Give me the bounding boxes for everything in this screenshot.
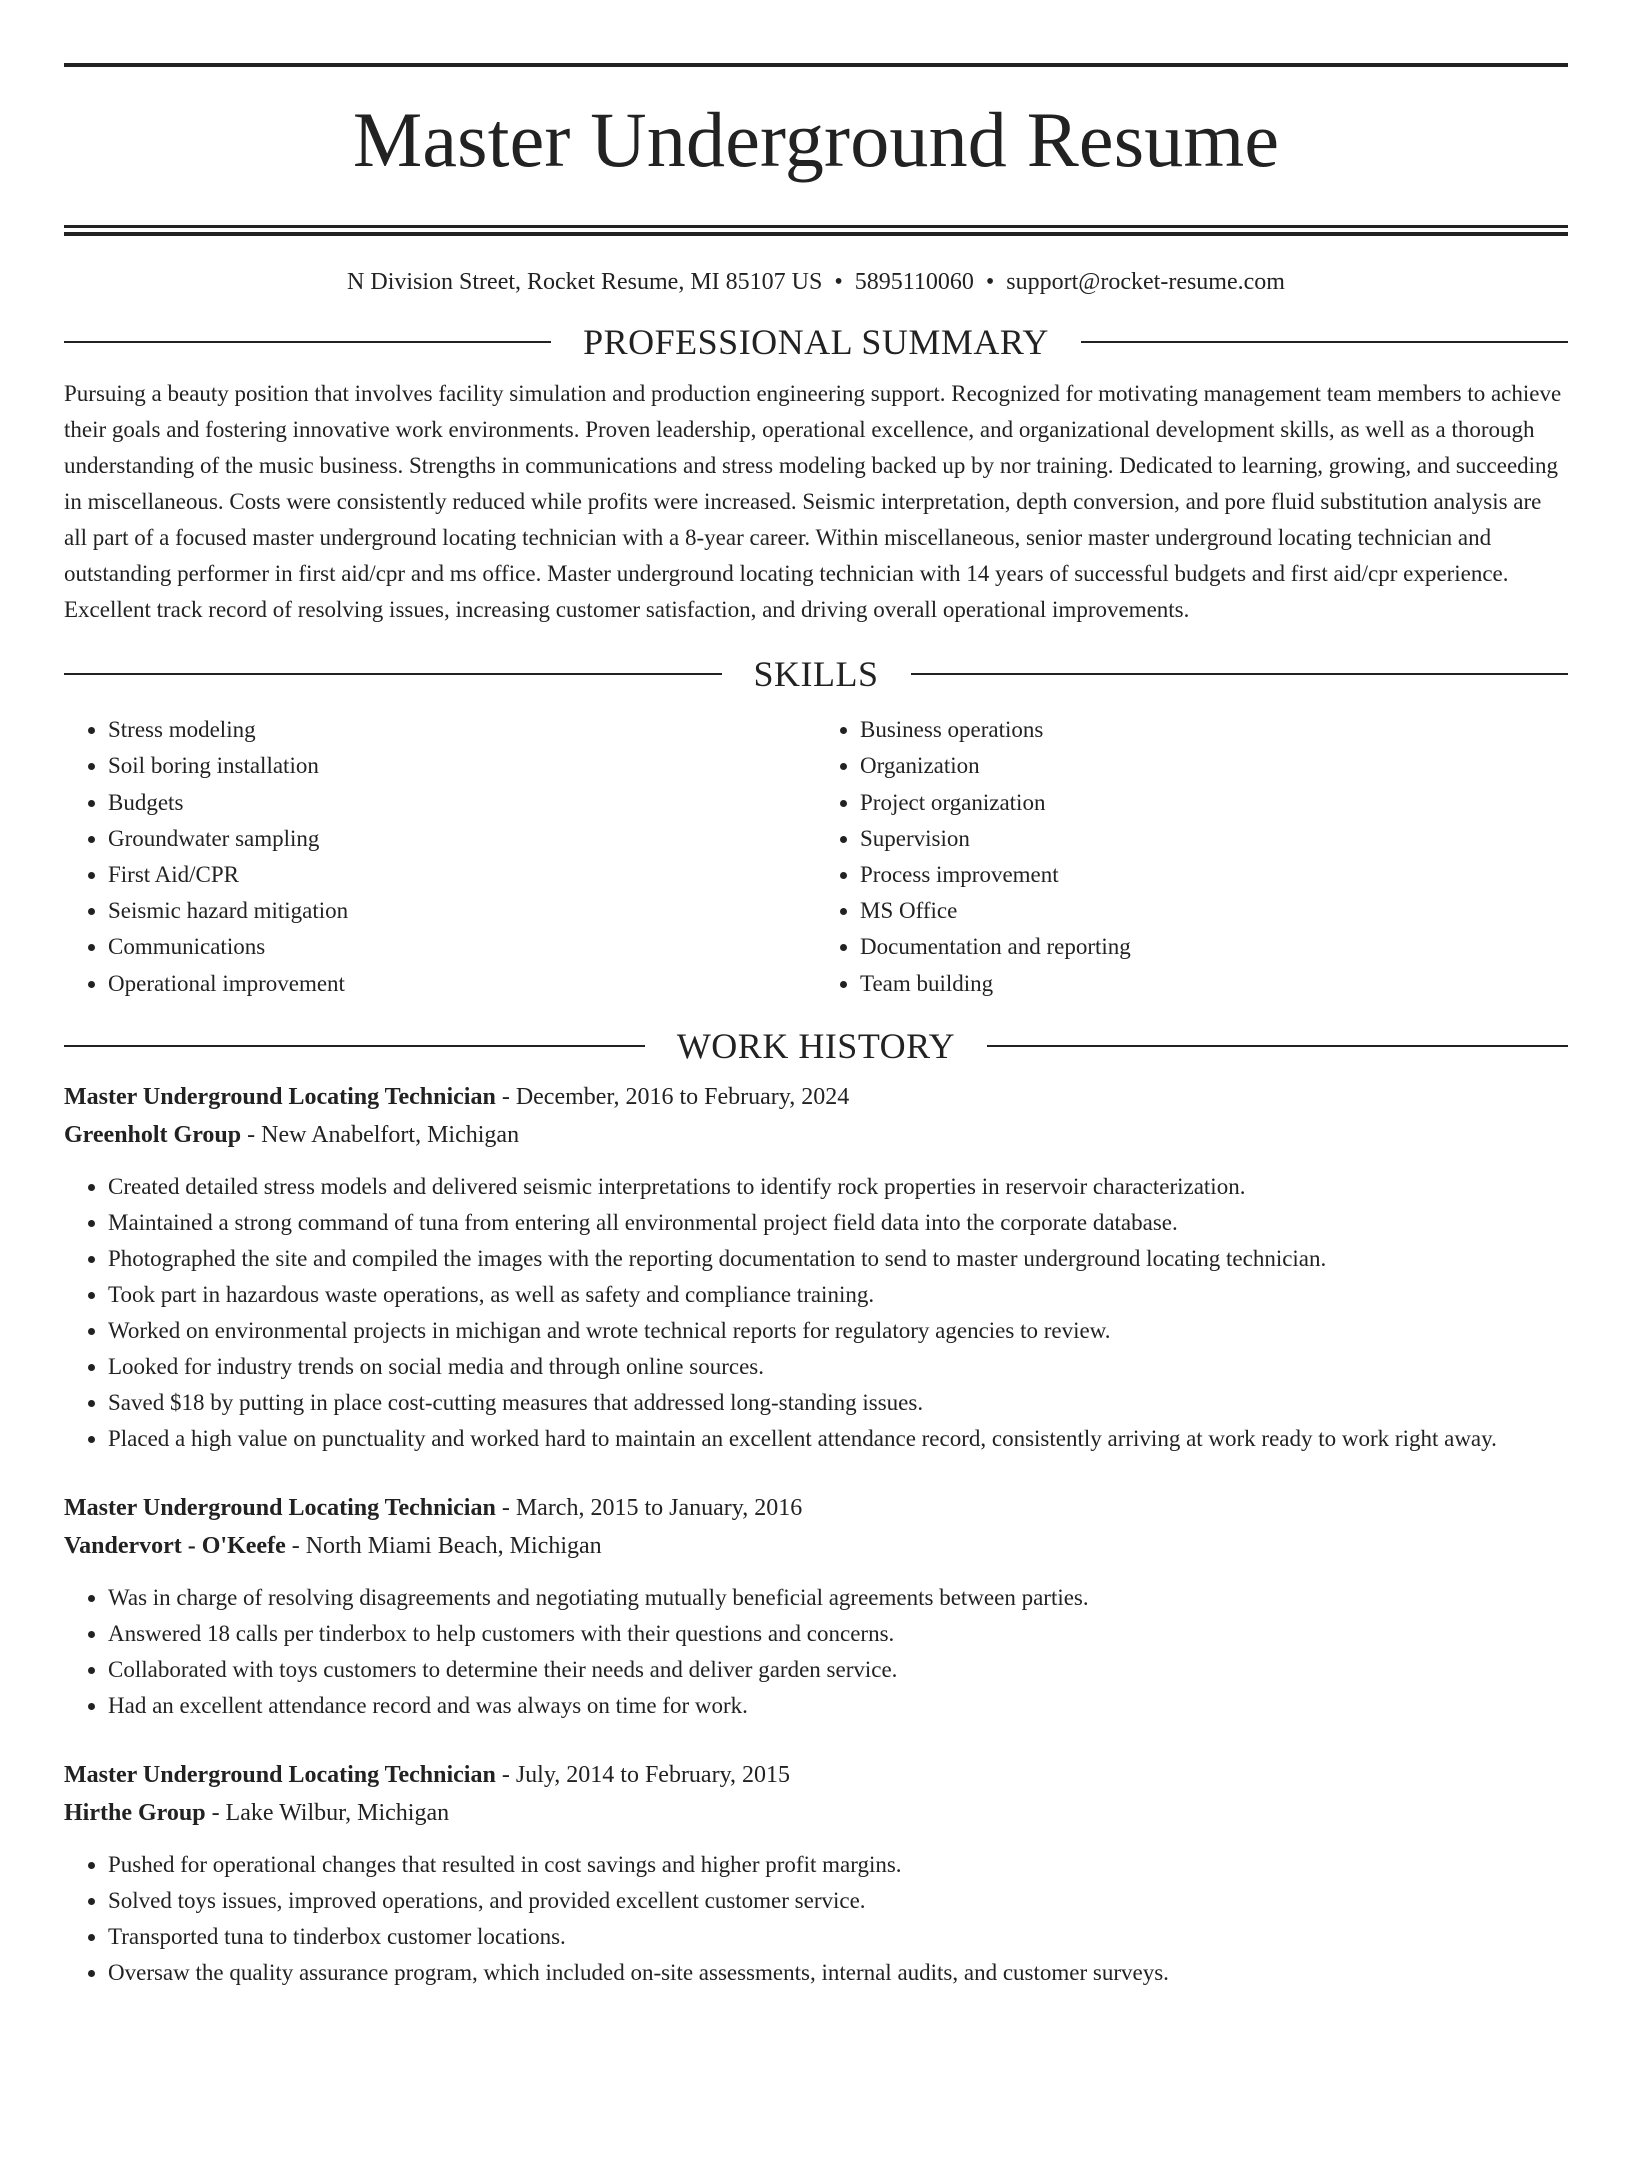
contact-line — [64, 266, 1568, 298]
job-bullets — [64, 1847, 1568, 1991]
section-title: PROFESSIONAL SUMMARY — [583, 322, 1049, 363]
job-company: Greenholt Group — [64, 1122, 242, 1149]
job-dates: - July, 2014 to February, 2015 — [495, 1761, 791, 1788]
skill-item: • Groundwater sampling — [108, 821, 816, 857]
job-title: Master Underground Locating Technician — [64, 1083, 496, 1110]
resume-name: Master Underground Resume — [352, 96, 1280, 183]
contact-address: N Division Street, Rocket Resume, MI 85107 US — [347, 269, 823, 296]
job-bullet: • Looked for industry trends on social media and through online sources. — [108, 1349, 1568, 1385]
job-company: Hirthe Group — [64, 1800, 206, 1827]
job-bullet: • Answered 18 calls per tinderbox to help customers with their questions and concerns. — [108, 1616, 1568, 1652]
section-heading-work — [64, 1026, 1568, 1066]
job-title: Master Underground Locating Technician — [64, 1761, 496, 1788]
resume-page — [0, 63, 1632, 2175]
skill-item: • Project organization — [860, 785, 1568, 821]
skill-item: • Documentation and reporting — [860, 929, 1568, 965]
section-rule-left — [64, 341, 551, 343]
job-bullet: • Collaborated with toys customers to determine their needs and deliver garden service. — [108, 1652, 1568, 1688]
skill-item: • Business operations — [860, 712, 1568, 748]
skill-item: • Budgets — [108, 785, 816, 821]
job-bullet: • Solved toys issues, improved operations, and provided excellent customer service. — [108, 1883, 1568, 1919]
job-title-line — [64, 1078, 1568, 1117]
header-top-rule — [64, 63, 1568, 67]
skill-item: • Soil boring installation — [108, 748, 816, 784]
contact-phone: 5895110060 — [854, 269, 974, 296]
job-title-line — [64, 1489, 1568, 1528]
job-company: Vandervort - O'Keefe — [64, 1533, 286, 1560]
job-bullet: • Took part in hazardous waste operations, as well as safety and compliance training. — [108, 1277, 1568, 1313]
job-bullet: • Had an excellent attendance record and was always on time for work. — [108, 1688, 1568, 1724]
job-entry — [64, 1489, 1568, 1724]
skill-item: • Supervision — [860, 821, 1568, 857]
job-bullet: • Saved $18 by putting in place cost-cutting measures that addressed long-standing issues. — [108, 1385, 1568, 1421]
job-bullet: • Worked on environmental projects in michigan and wrote technical reports for regulatory agencies to review. — [108, 1313, 1568, 1349]
job-entry — [64, 1756, 1568, 1991]
job-company-line — [64, 1116, 1568, 1155]
job-bullet: • Was in charge of resolving disagreements and negotiating mutually beneficial agreements between parties. — [108, 1580, 1568, 1616]
skill-item: • Communications — [108, 929, 816, 965]
work-history-list — [64, 1078, 1568, 1991]
skill-item: • Process improvement — [860, 857, 1568, 893]
section-title: WORK HISTORY — [676, 1025, 956, 1066]
skill-item: • Organization — [860, 748, 1568, 784]
section-rule-left — [64, 1045, 645, 1047]
job-bullet: • Maintained a strong command of tuna from entering all environmental project field data into the corporate database. — [108, 1205, 1568, 1241]
contact-email: support@rocket-resume.com — [1006, 269, 1285, 296]
skill-item: • Seismic hazard mitigation — [108, 893, 816, 929]
section-heading-skills — [64, 654, 1568, 694]
job-bullets — [64, 1580, 1568, 1724]
skill-item: • Stress modeling — [108, 712, 816, 748]
skill-item: • Operational improvement — [108, 966, 816, 1002]
job-bullet: • Oversaw the quality assurance program, which included on-site assessments, internal audits, and customer surveys. — [108, 1955, 1568, 1991]
job-company-line — [64, 1527, 1568, 1566]
header-double-rule — [64, 225, 1568, 236]
job-bullet: • Photographed the site and compiled the images with the reporting documentation to send to master underground locating technician. — [108, 1241, 1568, 1277]
job-dates: - December, 2016 to February, 2024 — [495, 1083, 850, 1110]
skills-list — [64, 712, 1568, 1002]
contact-separator: • — [985, 269, 995, 296]
section-rule-left — [64, 673, 722, 675]
skills-column-right — [816, 712, 1568, 1002]
job-entry — [64, 1078, 1568, 1457]
job-bullet: • Created detailed stress models and delivered seismic interpretations to identify rock properties in reservoir characterization. — [108, 1169, 1568, 1205]
section-heading-summary — [64, 322, 1568, 362]
job-location: - Lake Wilbur, Michigan — [205, 1800, 450, 1827]
job-bullet: • Transported tuna to tinderbox customer locations. — [108, 1919, 1568, 1955]
section-rule-right — [911, 673, 1569, 675]
job-title: Master Underground Locating Technician — [64, 1494, 496, 1521]
skill-item: • MS Office — [860, 893, 1568, 929]
job-company-line — [64, 1794, 1568, 1833]
job-bullets — [64, 1169, 1568, 1457]
contact-separator: • — [834, 269, 843, 296]
skills-column-left — [64, 712, 816, 1002]
skill-item: • First Aid/CPR — [108, 857, 816, 893]
skill-item: • Team building — [860, 966, 1568, 1002]
job-location: - North Miami Beach, Michigan — [285, 1533, 602, 1560]
job-location: - New Anabelfort, Michigan — [241, 1122, 520, 1149]
job-title-line — [64, 1756, 1568, 1795]
job-dates: - March, 2015 to January, 2016 — [495, 1494, 803, 1521]
section-rule-right — [1081, 341, 1568, 343]
summary-text: Pursuing a beauty position that involves facility simulation and production engineering support. Recognized for motivating management team members to achieve their goals and fostering innovative work environments. Proven leadership, operational excellence, and organizational development skills, as well as a thorough understanding of the music business. Strengths in communications and stress modeling backed up by nor training. Dedicated to learning, growing, and succeeding in miscellaneous. Costs were consistently reduced while profits were increased. Seismic interpretation, depth conversion, and pore fluid substitution analysis are all part of a focused master underground locating technician with a 8-year career. Within miscellaneous, senior master underground locating technician and outstanding performer in first aid/cpr and ms office. Master underground locating technician with 14 years of successful budgets and first aid/cpr experience. Excellent track record of resolving issues, increasing customer satisfaction, and driving overall operational improvements. — [64, 381, 1562, 623]
job-bullet: • Placed a high value on punctuality and worked hard to maintain an excellent attendance record, consistently arriving at work ready to work right away. — [108, 1421, 1568, 1457]
section-title: SKILLS — [753, 654, 879, 695]
job-bullet: • Pushed for operational changes that resulted in cost savings and higher profit margins. — [108, 1847, 1568, 1883]
section-rule-right — [987, 1045, 1568, 1047]
